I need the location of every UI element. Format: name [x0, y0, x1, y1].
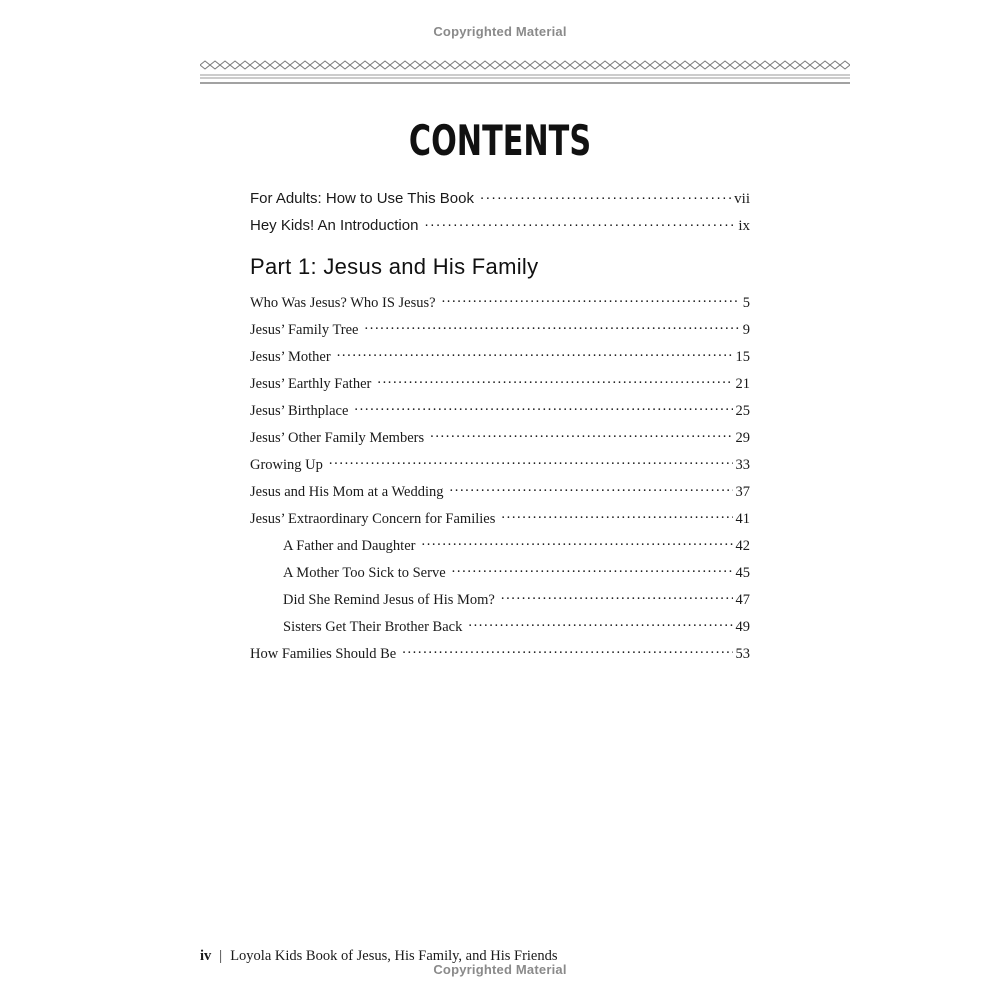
ornament-diamond: [200, 61, 210, 69]
ornament-diamond: [260, 61, 270, 69]
ornament-diamond: [360, 61, 370, 69]
toc-entry[interactable]: [250, 427, 750, 447]
ornament-diamond: [600, 61, 610, 69]
toc-subentry[interactable]: [283, 589, 750, 609]
toc-entry-page: 5: [742, 294, 750, 311]
toc-entry-label: Jesus’ Birthplace: [250, 402, 349, 419]
ornament-diamond: [230, 61, 240, 69]
ornament-diamond: [310, 61, 320, 69]
ornament-diamond: [270, 61, 280, 69]
ornament-diamond: [480, 61, 490, 69]
toc-entry[interactable]: [250, 346, 750, 366]
decorative-border: [200, 58, 850, 86]
ornament-diamond: [220, 61, 230, 69]
toc-entry-page: 37: [735, 483, 750, 500]
ornament-diamond: [540, 61, 550, 69]
ornament-diamond: [390, 61, 400, 69]
ornament-diamond: [350, 61, 360, 69]
copyright-watermark-top: Copyrighted Material: [433, 24, 567, 39]
toc-entry-label: Did She Remind Jesus of His Mom?: [283, 591, 495, 608]
ornament-diamond: [800, 61, 810, 69]
ornament-diamond: [830, 61, 840, 69]
ornament-diamond: [650, 61, 660, 69]
toc-entry-label: Jesus and His Mom at a Wedding: [250, 483, 444, 500]
ornament-diamond: [840, 61, 850, 69]
toc-entry-page: ix: [738, 218, 750, 234]
toc-entry[interactable]: [250, 454, 750, 474]
toc-entry-page: 45: [735, 564, 750, 581]
toc-entry-label: A Father and Daughter: [283, 537, 416, 554]
ornament-diamond: [780, 61, 790, 69]
toc-entry-label: Jesus’ Extraordinary Concern for Families: [250, 510, 496, 527]
running-title: Loyola Kids Book of Jesus, His Family, and His Friends: [230, 948, 558, 964]
footer-separator: |: [219, 948, 223, 964]
toc-subentry[interactable]: [283, 616, 750, 636]
ornament-diamond: [710, 61, 720, 69]
toc-subentry[interactable]: [283, 535, 750, 555]
ornament-diamond: [660, 61, 670, 69]
ornament-diamond: [820, 61, 830, 69]
toc-entry[interactable]: [250, 643, 750, 663]
ornament-diamond: [420, 61, 430, 69]
ornament-diamond: [740, 61, 750, 69]
dot-leader: [501, 589, 733, 604]
toc-entry-page: 33: [735, 456, 750, 473]
toc-entry-page: 15: [735, 348, 750, 365]
ornament-diamond: [770, 61, 780, 69]
toc-subentry[interactable]: [283, 562, 750, 582]
ornament-diamond: [280, 61, 290, 69]
ornament-diamond: [410, 61, 420, 69]
ornament-diamond: [300, 61, 310, 69]
toc-entry-for-adults[interactable]: [250, 188, 750, 208]
dot-leader: [452, 562, 733, 577]
dot-leader: [480, 188, 731, 203]
ornament-diamond: [500, 61, 510, 69]
dot-leader: [501, 508, 732, 523]
dot-leader: [450, 481, 733, 496]
toc-entry-page: vii: [734, 191, 750, 207]
ornament-diamond: [400, 61, 410, 69]
ornament-diamond: [240, 61, 250, 69]
toc-entry-label: Who Was Jesus? Who IS Jesus?: [250, 294, 436, 311]
ornament-diamond: [440, 61, 450, 69]
ornament-diamond: [560, 61, 570, 69]
ornament-diamond: [430, 61, 440, 69]
ornament-diamond: [550, 61, 560, 69]
ornament-diamond: [580, 61, 590, 69]
toc-entry-label: Sisters Get Their Brother Back: [283, 618, 463, 635]
dot-leader: [329, 454, 733, 469]
ornament-diamond: [250, 61, 260, 69]
toc-entry-label: Growing Up: [250, 456, 323, 473]
ornament-diamond: [610, 61, 620, 69]
toc-entry-label: Jesus’ Family Tree: [250, 321, 359, 338]
toc-entry-page: 29: [735, 429, 750, 446]
toc-entry-page: 42: [735, 537, 750, 554]
ornament-diamond: [450, 61, 460, 69]
ornament-diamond: [460, 61, 470, 69]
ornament-diamond: [790, 61, 800, 69]
toc-entry-label: How Families Should Be: [250, 645, 397, 662]
toc-entry-label: Jesus’ Earthly Father: [250, 375, 372, 392]
dot-leader: [424, 215, 735, 230]
ornament-diamond: [520, 61, 530, 69]
ornament-diamond: [570, 61, 580, 69]
ornament-diamond: [510, 61, 520, 69]
ornament-diamond: [690, 61, 700, 69]
toc-entry-label: Jesus’ Mother: [250, 348, 331, 365]
ornament-diamond: [640, 61, 650, 69]
ornament-diamond: [470, 61, 480, 69]
ornament-diamond: [730, 61, 740, 69]
dot-leader: [402, 643, 732, 658]
ornament-diamond: [290, 61, 300, 69]
ornament-diamond: [620, 61, 630, 69]
toc-entry-page: 53: [735, 645, 750, 662]
toc-entry-page: 25: [735, 402, 750, 419]
ornament-diamond: [210, 61, 220, 69]
copyright-watermark-bottom: Copyrighted Material: [433, 962, 567, 977]
ornament-diamond: [720, 61, 730, 69]
dot-leader: [430, 427, 732, 442]
page-number: iv: [200, 948, 212, 964]
ornament-diamond: [490, 61, 500, 69]
toc-entry-hey-kids[interactable]: [250, 215, 750, 235]
toc-entry[interactable]: [250, 373, 750, 393]
toc-entry[interactable]: [250, 400, 750, 420]
dot-leader: [421, 535, 732, 550]
toc-entry-label: A Mother Too Sick to Serve: [283, 564, 446, 581]
toc-entry-page: 47: [735, 591, 750, 608]
dot-leader: [442, 292, 740, 307]
ornament-diamond: [750, 61, 760, 69]
ornament-diamond: [320, 61, 330, 69]
ornament-diamond: [680, 61, 690, 69]
ornament-diamond: [700, 61, 710, 69]
dot-leader: [354, 400, 732, 415]
dot-leader: [365, 319, 740, 334]
ornament-diamond: [530, 61, 540, 69]
toc-entry[interactable]: [250, 319, 750, 339]
toc-entry[interactable]: [250, 508, 750, 528]
toc-entry-label: Jesus’ Other Family Members: [250, 429, 425, 446]
dot-leader: [468, 616, 732, 631]
part-heading: Part 1: Jesus and His Family: [250, 254, 539, 279]
toc-entry-page: 21: [735, 375, 750, 392]
toc-entry[interactable]: [250, 481, 750, 501]
toc-entry-label: For Adults: How to Use This Book: [250, 190, 474, 207]
dot-leader: [377, 373, 732, 388]
ornament-diamond: [380, 61, 390, 69]
toc-entry-label: Hey Kids! An Introduction: [250, 217, 419, 234]
toc-entry-page: 9: [742, 321, 750, 338]
ornament-diamond: [630, 61, 640, 69]
ornament-diamond: [330, 61, 340, 69]
ornament-diamond: [340, 61, 350, 69]
ornament-diamond: [590, 61, 600, 69]
toc-entry-page: 49: [735, 618, 750, 635]
page-title: CONTENTS: [408, 116, 592, 165]
ornament-diamond: [670, 61, 680, 69]
dot-leader: [337, 346, 733, 361]
ornament-diamond: [810, 61, 820, 69]
toc-entry[interactable]: [250, 292, 750, 312]
ornament-diamond: [760, 61, 770, 69]
toc-entry-page: 41: [735, 510, 750, 527]
ornament-diamond: [370, 61, 380, 69]
